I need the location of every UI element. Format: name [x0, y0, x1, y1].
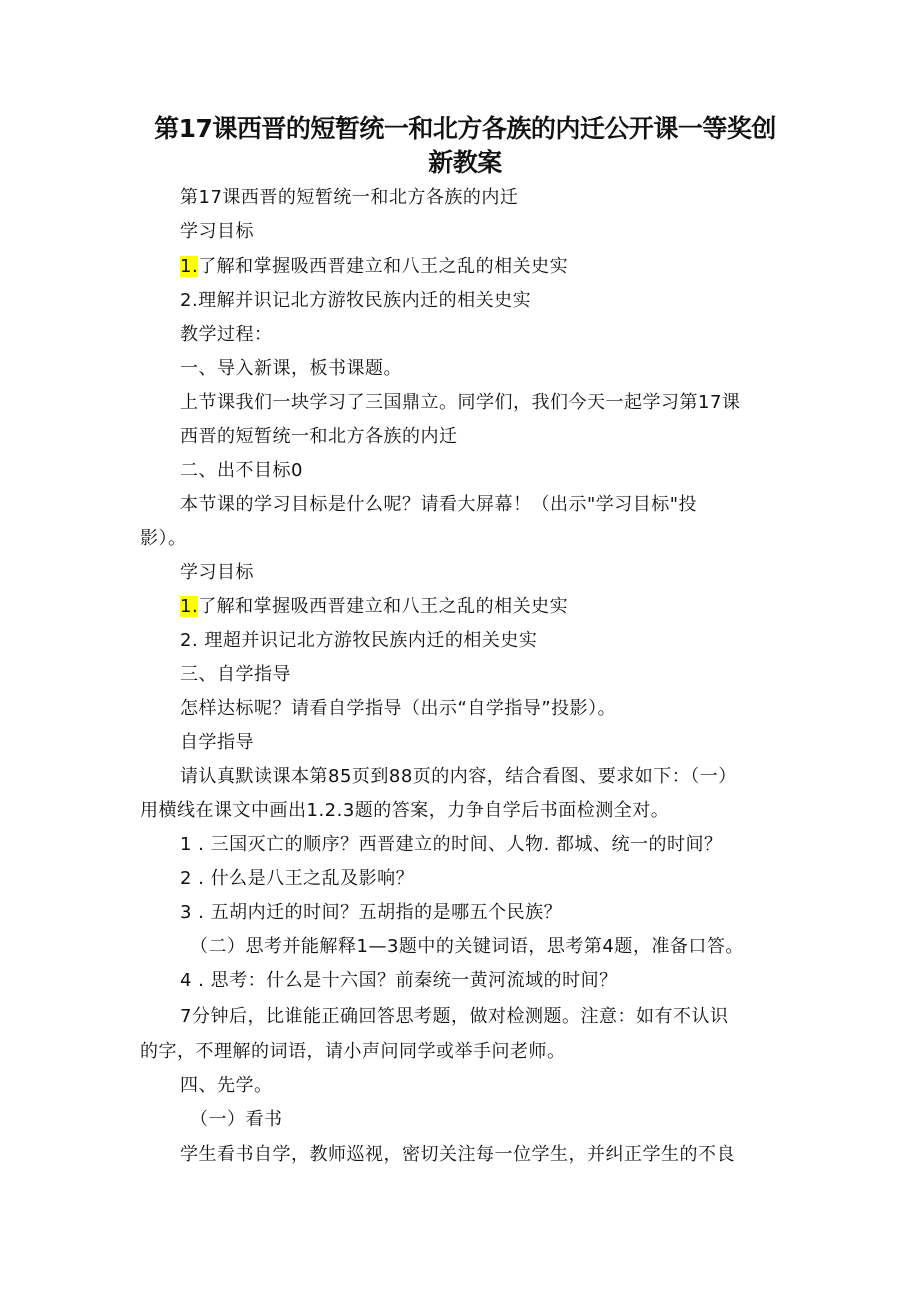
goal-1-repeat-text: 了解和掌握吸西晋建立和八王之乱的相关史实 — [198, 596, 569, 617]
section-1-paragraph-line-2: 西晋的短暂统一和北方各族的内迁 — [180, 426, 458, 447]
section-4-subheading: （一）看书 — [190, 1109, 283, 1130]
section-1-heading: 一、导入新课，板书课题。 — [180, 358, 402, 379]
guide-heading: 自学指导 — [180, 732, 254, 753]
title-line-1: 第17课西晋的短暂统一和北方各族的内迁公开课一等奖创 — [154, 114, 776, 143]
title-line-2: 新教案 — [428, 148, 502, 177]
goals-heading: 学习目标 — [180, 221, 254, 242]
section-2-paragraph-line-1: 本节课的学习目标是什么呢？请看大屏幕！（出示"学习目标"投 — [180, 494, 698, 515]
goal-1-number-highlight: 1. — [180, 256, 199, 277]
question-3: 3 . 五胡内迁的时间？五胡指的是哪五个民族？ — [180, 902, 563, 923]
goal-1 — [180, 255, 568, 279]
question-4: 4 . 思考：什么是十六国？前秦统一黄河流域的时间？ — [180, 970, 618, 991]
question-2: 2 . 什么是八王之乱及影响？ — [180, 868, 415, 889]
section-4-paragraph-line-1: 学生看书自学，教师巡视，密切关注每一位学生，并纠正学生的不良 — [180, 1144, 735, 1165]
lesson-subtitle: 第17课西晋的短暂统一和北方各族的内迁 — [180, 187, 519, 208]
note-paragraph-line-1: 7分钟后，比谁能正确回答思考题，做对检测题。注意：如有不认识 — [180, 1006, 729, 1027]
guide-paragraph-line-2: 用横线在课文中画出1.2.3题的答案，力争自学后书面检测全对。 — [140, 800, 670, 821]
note-paragraph-line-2: 的字，不理解的词语，请小声问同学或举手问老师。 — [140, 1041, 566, 1062]
section-2-paragraph-line-2: 影）。 — [140, 528, 187, 549]
goal-1-repeat-number-highlight: 1. — [180, 596, 199, 617]
section-1-paragraph-line-1: 上节课我们一块学习了三国鼎立。同学们，我们今天一起学习第17课 — [180, 392, 741, 413]
section-2-heading: 二、出不目标0 — [180, 460, 303, 481]
section-3-paragraph: 怎样达标呢？请看自学指导（出示“自学指导”投影）。 — [180, 698, 617, 719]
document-title — [140, 112, 790, 180]
question-1: 1 . 三国灭亡的顺序？西晋建立的时间、人物. 都城、统一的时间？ — [180, 834, 723, 855]
goal-1-text: 了解和掌握吸西晋建立和八王之乱的相关史实 — [198, 256, 569, 277]
goal-2-repeat: 2. 理超并识记北方游牧民族内迁的相关史实 — [180, 630, 538, 651]
guide-paragraph-line-1: 请认真默读课本第85页到88页的内容，结合看图、要求如下：（一） — [180, 766, 737, 787]
process-heading: 教学过程： — [180, 324, 273, 345]
part-2-instruction: （二）思考并能解释1—3题中的关键词语，思考第4题，准备口答。 — [190, 936, 744, 957]
section-4-heading: 四、先学。 — [180, 1075, 273, 1096]
section-3-heading: 三、自学指导 — [180, 664, 291, 685]
goal-1-repeat — [180, 595, 568, 619]
goal-2: 2.理解并识记北方游牧民族内迁的相关史实 — [180, 290, 532, 311]
goals-heading-2: 学习目标 — [180, 562, 254, 583]
